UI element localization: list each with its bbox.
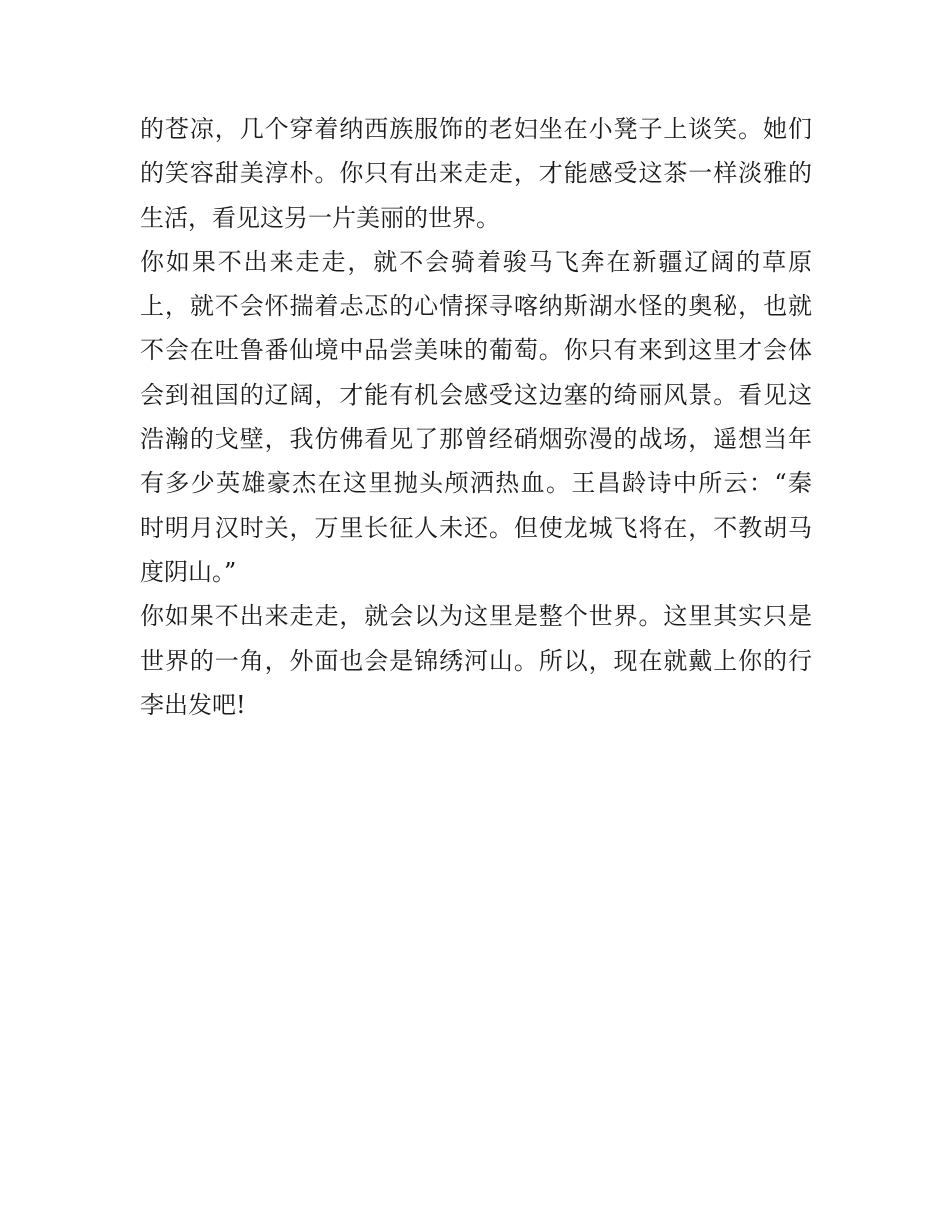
text-line: 的苍凉，几个穿着纳西族服饰的老妇坐在小凳子上谈笑。她们 — [140, 115, 812, 143]
text-line: 生活，看见这另一片美丽的世界。 — [140, 203, 500, 232]
text-line: 上，就不会怀揣着忐忑的心情探寻喀纳斯湖水怪的奥秘，也就 — [140, 292, 812, 321]
text-line: 不会在吐鲁番仙境中品尝美味的葡萄。你只有来到这里才会体 — [140, 336, 812, 365]
paragraph-1 — [140, 107, 812, 240]
text-line: 有多少英雄豪杰在这里抛头颅洒热血。王昌龄诗中所云：“秦 — [140, 469, 812, 498]
essay-body — [140, 107, 812, 727]
text-line: 世界的一角，外面也会是锦绣河山。所以，现在就戴上你的行 — [140, 646, 812, 675]
text-line: 时明月汉时关，万里长征人未还。但使龙城飞将在，不教胡马 — [140, 513, 812, 542]
text-line: 你如果不出来走走，就不会骑着骏马飞奔在新疆辽阔的草原 — [140, 247, 812, 276]
text-line: 会到祖国的辽阔，才能有机会感受这边塞的绮丽风景。看见这 — [140, 380, 812, 409]
text-line: 李出发吧! — [140, 690, 246, 719]
text-line: 浩瀚的戈壁，我仿佛看见了那曾经硝烟弥漫的战场，遥想当年 — [140, 425, 812, 454]
text-line: 你如果不出来走走，就会以为这里是整个世界。这里其实只是 — [140, 602, 812, 631]
paragraph-3 — [140, 594, 812, 727]
paragraph-2 — [140, 240, 812, 594]
text-line: 度阴山。” — [140, 557, 237, 586]
text-line: 的笑容甜美淳朴。你只有出来走走，才能感受这茶一样淡雅的 — [140, 159, 812, 188]
